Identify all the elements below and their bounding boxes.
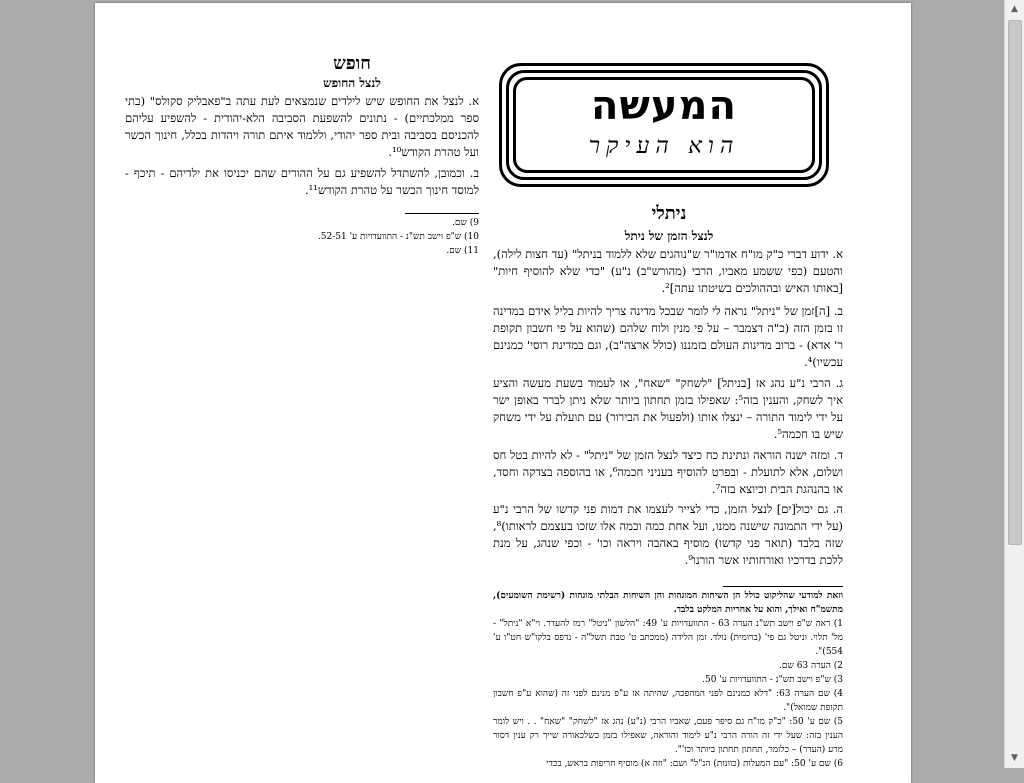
paragraph-vacation-1: א. לנצל את החופש שיש לילדים שנמצאים לעת עתה ב"פאבליק סקולס" (בתי ספר ממלכתיים) - נתונים להשפעת הסביבה הלא-יהודית - להשפיע עליהם להכניסם בסביבה ובית ספר יהודי, וללמוד איתם תורה ויהדות בכלל, חינוך הכשר ועל טהרת הקודש¹⁰.	[125, 94, 479, 159]
section-subtitle-vacation-text: לנצל החופש	[323, 76, 381, 90]
footnote-4: 4) שם הערה 63: "דלא כמנינם לפני המהפכה, שהיתה אז ע"פ מנינם לפני זה (שהוא ע"פ חשבון תקופת שמואל)".	[493, 689, 843, 713]
footnote-2: 2) הערה 63 שם.	[778, 661, 843, 671]
footnote-3: 3) ש"פ וישב תש"נ - התוועדויות ע' 50.	[702, 675, 843, 685]
footnote-5: 5) שם ע' 50: "כ"ק מו"ח גם סיפר פעם, שאביו הרבי (נ"ע) נהג אז "לשחק" "שאח" . . ויש לומר הענין בזה: שעל ידי זה הורה הרבי נ"ע לימוד והוראה, שאפילו בזמן כשלכאורה שייך רק ענין דסור מרע (העדר) – כלומר, תחתון תחתון ביותר וכו'".	[493, 717, 843, 755]
section-title-vacation-text: חופש	[333, 53, 371, 74]
footnote-9: 9) שם.	[452, 218, 479, 228]
paragraph-nittel-3: ג. הרבי נ"ע נהג אז [בניתל] "לשחק" "שאח", או לעמוד בשעת מעשה והציע איך לשחק, והענין בזה⁵: שאפילו בזמן תחתון ביותר שלא ניתן לברר באופן ישר על ידי לימוד התורה – ינצלו אותו (ולפעול את הבירור) עם תועלת על ידי משחק שיש בו חכמה⁵.	[493, 376, 843, 441]
vertical-scrollbar[interactable]	[1004, 0, 1024, 768]
paragraph-vacation-2: ב. וכמובן, להשתדל להשפיע גם על ההורים שהם יכניסו את ילדיהם - תיכף - למוסד חינוך הכשר על טהרת הקודש¹¹.	[125, 166, 479, 197]
paragraph-nittel-1: א. ידוע דברי כ"ק מו"ח אדמו"ר ש"נוהגים שלא ללמוד בניתל" (עד חצות לילה), והטעם (כפי ששמע מאביו, הרבי (מהורש"ב) נ"ע) "כדי שלא להוסיף חיות" [באותו האיש ובההולכים בשיטתו עתה]².	[493, 247, 843, 295]
scroll-down-arrow-icon[interactable]: ▼	[1011, 753, 1018, 763]
section-title-nittel: ניתלי	[651, 203, 687, 224]
scroll-up-arrow-icon[interactable]: ▲	[1011, 4, 1018, 14]
logo-subtitle: הוא העיקר	[588, 133, 740, 159]
paragraph-nittel-2: ב. [ה]זמן של "ניתל" נראה לי לומר שבכל מדינה צריך להיות בליל אידם במדינה זו בזמן הזה (כ"ה דצמבר – על פי מנין ולוח שלהם (שהוא על פי חשבון תקופת ר' אדא) - ברוב מדינות העולם בזמננו (כולל ארצה"ב), וגם במדינת רוסי' כמנינם עכשיו)⁴.	[493, 304, 843, 369]
footnote-1: 1) ראה ש"פ וישב תש"נ הערה 63 - התוועדויות ע' 49: "הלשון "ניטל" רמז להעדר. וי"א "ניתל" - מל' תלוי. וניטל גם פי' (ברומית) נולד. זמן הלידה (ממכתב ט' טבת תשל"ה - נדפס בלקו"ש חט"ו ע' 554)".	[493, 619, 843, 657]
footnote-10: 10) ש"פ וישב תש"נ - התוועדויות ע' 52-51.	[317, 232, 479, 242]
footnote-11: 11) שם.	[446, 246, 479, 256]
section-logo	[499, 63, 829, 187]
scrollbar-thumb[interactable]	[1008, 20, 1022, 545]
footnote-divider-right	[723, 586, 843, 587]
section-subtitle-vacation	[125, 76, 479, 91]
footnote-6: 6) שם ע' 50: "עם המעלות (כוונות) הנ"ל" ושם: "וזה א) מוסיף חריפות בראש, בכדי	[546, 759, 843, 769]
paragraph-nittel-4: ד. ומזה ישנה הוראה ונתינת כח כיצד לנצל הזמן של "ניתל" - לא להיות בטל חס ושלום, אלא לתועלת - ובפרט להוסיף בעניני חכמה⁶, או בהוספה בצדקה וחסד, או בהנהגת הבית וכיוצא בזה⁷.	[493, 448, 844, 496]
footnote-divider-left	[405, 213, 479, 214]
section-title-vacation	[125, 53, 479, 74]
document-page	[95, 3, 911, 783]
paragraph-nittel-5: ה. גם יכול[ים] לנצל הזמן, כדי לצייר לעצמו את דמות פני קדשו של הרבי נ"ע (על ידי התמונה שישנה ממנו, ועל אחת כמה וכמה אלו שזכו בעצמם לראותו)⁸, שזה בלבד (תואר פני קדשו) מוסיף באהבה ויראה וכו' - וכפי שנהג, על מנת ללכת בדרכיו ואורחותיו אשר הורנו⁹.	[493, 502, 843, 567]
logo-title: המעשה	[591, 83, 737, 129]
footnote-disclaimer: וזאת למודעי שהליקוט כולל הן השיחות המוגהות והן השיחות הבלתי מוגהות (רשימת השומעים), מתשמ"ח ואילך, והוא על אחריות המלקט בלבד.	[493, 591, 843, 615]
section-subtitle-nittel: לנצל הזמן של ניתל	[624, 229, 714, 243]
